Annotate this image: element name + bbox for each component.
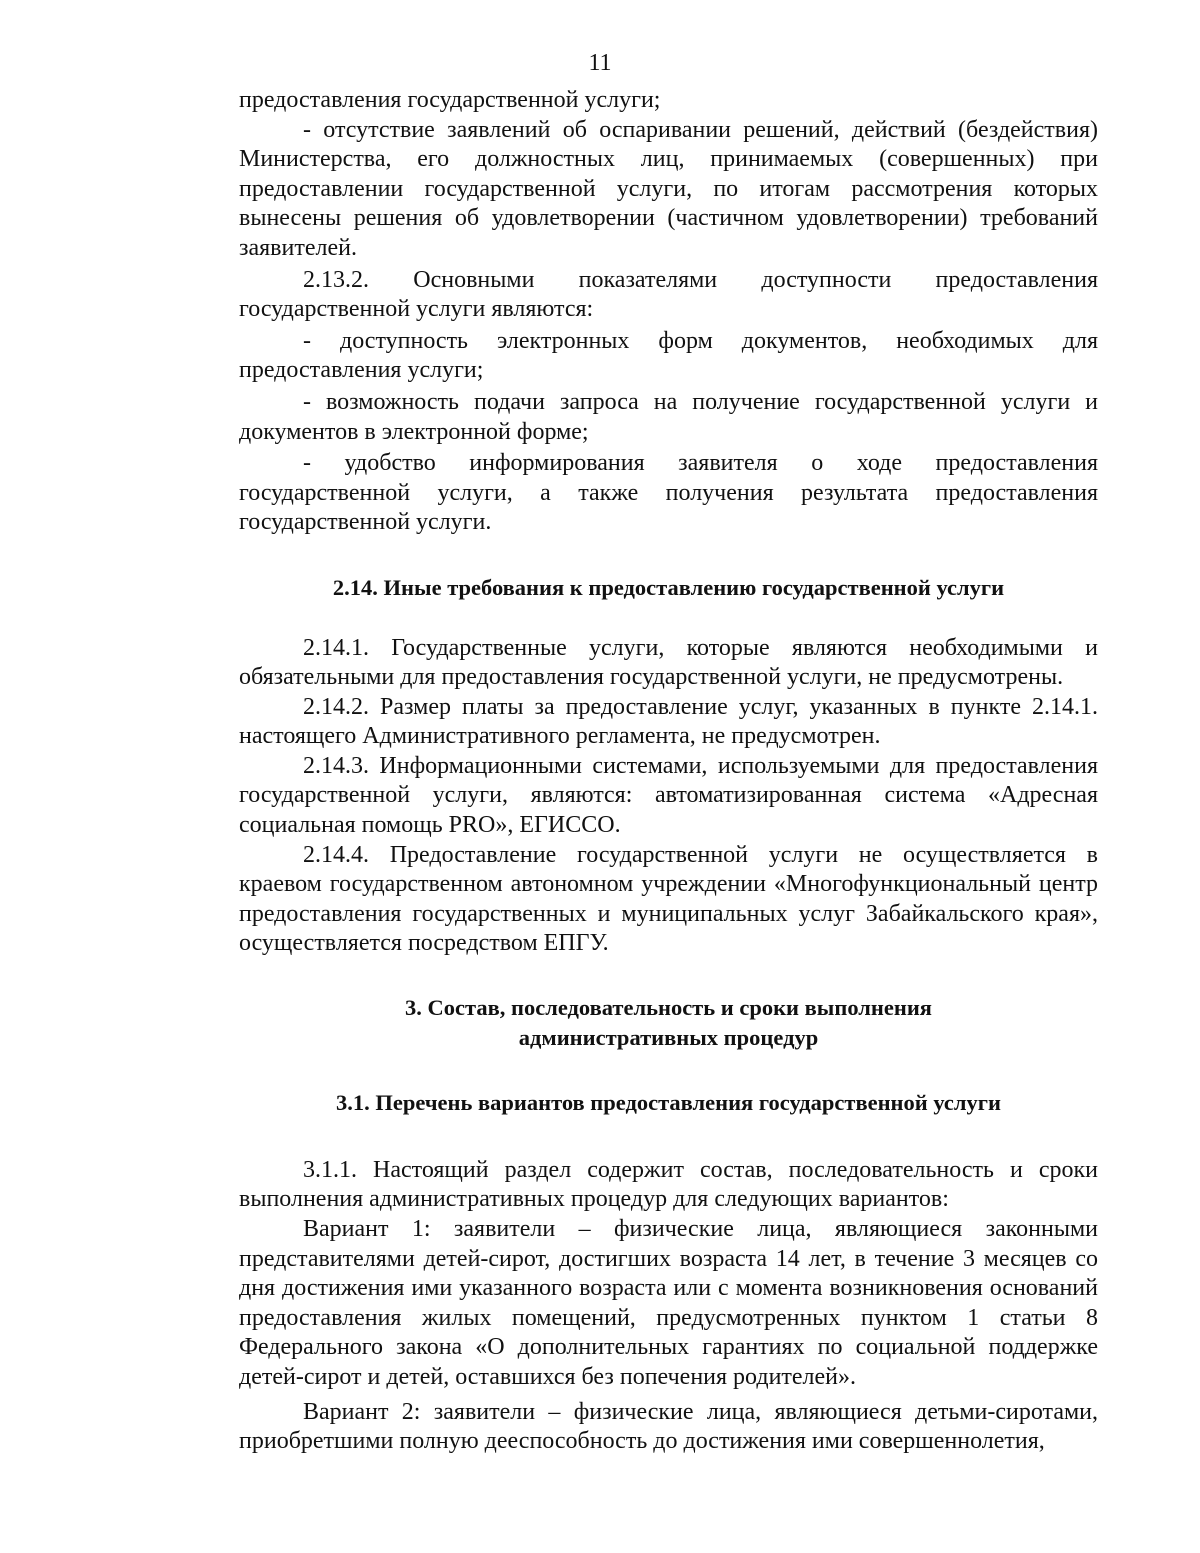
paragraph: Вариант 1: заявители – физические лица, являющиеся законными представителями детей-сирот, достигших возраста 14 лет, в течение 3 месяцев со дня достижения ими указанного возраста или с момента возникновения оснований предоставления жилых помещений, предусмотренных пунктом 1 статьи 8 Федерального закона «О дополнительных гарантиях по социальной поддержке детей-сирот и детей, оставшихся без попечения родителей». — [239, 1216, 1098, 1390]
paragraph: - отсутствие заявлений об оспаривании решений, действий (бездействия) Министерства, его должностных лиц, принимаемых (совершенных) при предоставлении государственной услуги, по итогам рассмотрения которых вынесены решения об удовлетворении (частичном удовлетворении) требований заявителей. — [239, 116, 1098, 261]
paragraph: - удобство информирования заявителя о ходе предоставления государственной услуги, а также получения результата предоставления государственной услуги. — [239, 450, 1098, 536]
chapter-heading-line1: 3. Состав, последовательность и сроки выполнения — [405, 995, 932, 1021]
section-heading: 2.14. Иные требования к предоставлению государственной услуги — [332, 574, 1005, 600]
paragraph: 2.14.1. Государственные услуги, которые являются необходимыми и обязательными для предоставления государственной услуги, не предусмотрены. — [239, 634, 1098, 691]
document-body — [239, 86, 1098, 1457]
paragraph: Вариант 2: заявители – физические лица, являющиеся детьми-сиротами, приобретшими полную дееспособность до достижения ими совершеннолетия, — [239, 1398, 1098, 1455]
paragraph: 2.13.2. Основными показателями доступности предоставления государственной услуги являются: — [239, 266, 1098, 323]
page-number: 11 — [588, 50, 612, 76]
chapter-heading-line2: административных процедур — [518, 1024, 819, 1050]
subsection-heading: 3.1. Перечень вариантов предоставления государственной услуги — [336, 1090, 1001, 1116]
paragraph: 2.14.3. Информационными системами, используемыми для предоставления государственной услуги, являются: автоматизированная система «Адресная социальная помощь PRO», ЕГИССО. — [239, 752, 1098, 839]
paragraph: 3.1.1. Настоящий раздел содержит состав, последовательность и сроки выполнения административных процедур для следующих вариантов: — [239, 1156, 1098, 1213]
paragraph: 2.14.4. Предоставление государственной услуги не осуществляется в краевом государственном автономном учреждении «Многофункциональный центр предоставления государственных и муниципальных услуг Забайкальского края», осуществляется посредством ЕПГУ. — [239, 841, 1098, 957]
paragraph: - возможность подачи запроса на получение государственной услуги и документов в электронной форме; — [239, 388, 1098, 445]
paragraph: предоставления государственной услуги; — [239, 87, 661, 113]
paragraph: - доступность электронных форм документов, необходимых для предоставления услуги; — [239, 327, 1098, 384]
chapter-heading — [239, 993, 1098, 1052]
paragraph: 2.14.2. Размер платы за предоставление услуг, указанных в пункте 2.14.1. настоящего Административного регламента, не предусмотрен. — [239, 693, 1098, 750]
